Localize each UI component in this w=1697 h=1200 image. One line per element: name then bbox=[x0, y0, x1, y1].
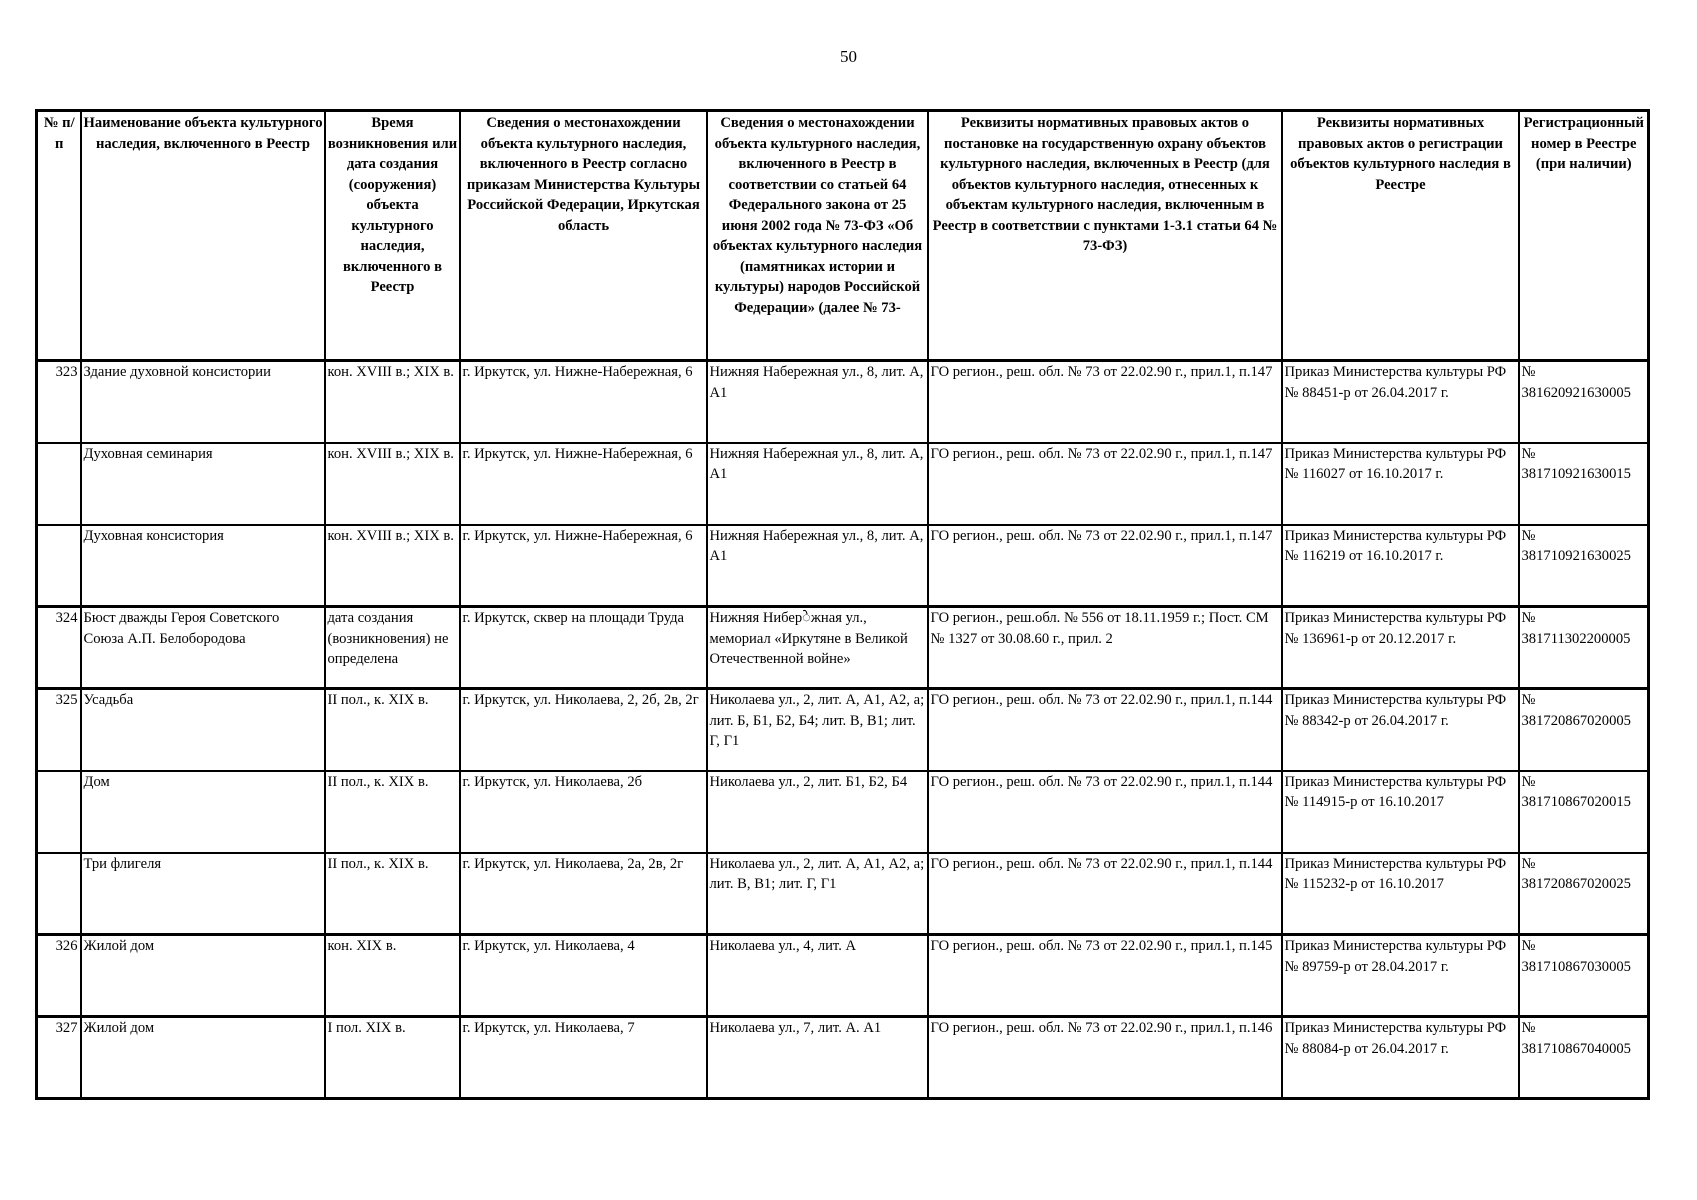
registration-number: № 381720867020025 bbox=[1519, 853, 1649, 935]
registration-number: № 381720867020005 bbox=[1519, 689, 1649, 771]
object-name: Дом bbox=[81, 771, 325, 853]
creation-date: II пол., к. XIX в. bbox=[325, 689, 460, 771]
object-name: Три флигеля bbox=[81, 853, 325, 935]
registration-act: Приказ Министерства культуры РФ № 114915-р от 16.10.2017 bbox=[1282, 771, 1519, 853]
row-number bbox=[37, 443, 81, 525]
table-row bbox=[37, 1017, 1649, 1099]
table-row bbox=[37, 607, 1649, 689]
table-row bbox=[37, 689, 1649, 771]
creation-date: кон. XVIII в.; XIX в. bbox=[325, 361, 460, 443]
registration-act: Приказ Министерства культуры РФ № 116027 от 16.10.2017 г. bbox=[1282, 443, 1519, 525]
creation-date: кон. XVIII в.; XIX в. bbox=[325, 443, 460, 525]
location-law: Нижняя Ниберेжная ул., мемориал «Иркутяне в Великой Отечественной войне» bbox=[707, 607, 928, 689]
registration-number: № 381710867020015 bbox=[1519, 771, 1649, 853]
protection-act: ГО регион., реш. обл. № 73 от 22.02.90 г., прил.1, п.147 bbox=[928, 361, 1282, 443]
registration-act: Приказ Министерства культуры РФ № 115232-р от 16.10.2017 bbox=[1282, 853, 1519, 935]
creation-date: дата создания (возникновения) не определена bbox=[325, 607, 460, 689]
registration-number: № 381620921630005 bbox=[1519, 361, 1649, 443]
object-name: Духовная семинария bbox=[81, 443, 325, 525]
page-number: 50 bbox=[840, 47, 857, 66]
registration-act: Приказ Министерства культуры РФ № 88451-р от 26.04.2017 г. bbox=[1282, 361, 1519, 443]
location-order: г. Иркутск, ул. Николаева, 7 bbox=[460, 1017, 707, 1099]
registration-act: Приказ Министерства культуры РФ № 88342-р от 26.04.2017 г. bbox=[1282, 689, 1519, 771]
header-creation-date: Время возникновения или дата создания (сооружения) объекта культурного наследия, включенного в Реестр bbox=[325, 111, 460, 361]
location-law: Николаева ул., 2, лит. А, А1, А2, а; лит. Б, Б1, Б2, Б4; лит. В, В1; лит. Г, Г1 bbox=[707, 689, 928, 771]
registration-act: Приказ Министерства культуры РФ № 89759-р от 28.04.2017 г. bbox=[1282, 935, 1519, 1017]
location-law: Николаева ул., 7, лит. А. А1 bbox=[707, 1017, 928, 1099]
location-order: г. Иркутск, ул. Нижне-Набережная, 6 bbox=[460, 525, 707, 607]
object-name: Жилой дом bbox=[81, 1017, 325, 1099]
protection-act: ГО регион., реш. обл. № 73 от 22.02.90 г., прил.1, п.144 bbox=[928, 853, 1282, 935]
row-number bbox=[37, 771, 81, 853]
row-number: 324 bbox=[37, 607, 81, 689]
header-object-name: Наименование объекта культурного наследия, включенного в Реестр bbox=[81, 111, 325, 361]
table-row bbox=[37, 935, 1649, 1017]
table-row bbox=[37, 443, 1649, 525]
registration-act: Приказ Министерства культуры РФ № 136961-р от 20.12.2017 г. bbox=[1282, 607, 1519, 689]
object-name: Жилой дом bbox=[81, 935, 325, 1017]
header-location-order: Сведения о местонахождении объекта культурного наследия, включенного в Реестр согласно приказам Министерства Культуры Российской Федерации, Иркутская область bbox=[460, 111, 707, 361]
protection-act: ГО регион., реш. обл. № 73 от 22.02.90 г., прил.1, п.146 bbox=[928, 1017, 1282, 1099]
location-order: г. Иркутск, ул. Николаева, 4 bbox=[460, 935, 707, 1017]
header-row bbox=[37, 111, 1649, 361]
location-law: Николаева ул., 2, лит. Б1, Б2, Б4 bbox=[707, 771, 928, 853]
row-number: 327 bbox=[37, 1017, 81, 1099]
heritage-registry-table bbox=[35, 109, 1650, 1100]
row-number bbox=[37, 853, 81, 935]
registration-number: № 381710921630015 bbox=[1519, 443, 1649, 525]
row-number: 323 bbox=[37, 361, 81, 443]
table-row bbox=[37, 771, 1649, 853]
object-name: Здание духовной консистории bbox=[81, 361, 325, 443]
protection-act: ГО регион., реш. обл. № 73 от 22.02.90 г., прил.1, п.144 bbox=[928, 771, 1282, 853]
registration-number: № 381710867040005 bbox=[1519, 1017, 1649, 1099]
location-order: г. Иркутск, ул. Николаева, 2, 2б, 2в, 2г bbox=[460, 689, 707, 771]
location-order: г. Иркутск, ул. Николаева, 2а, 2в, 2г bbox=[460, 853, 707, 935]
header-protection-act: Реквизиты нормативных правовых актов о постановке на государственную охрану объектов культурного наследия, включенных в Реестр (для объектов культурного наследия, отнесенных к объектам культурного наследия, включенным в Реестр в соответствии с пунктами 1-3.1 статьи 64 № 73-ФЗ) bbox=[928, 111, 1282, 361]
location-order: г. Иркутск, сквер на площади Труда bbox=[460, 607, 707, 689]
protection-act: ГО регион., реш. обл. № 73 от 22.02.90 г., прил.1, п.147 bbox=[928, 525, 1282, 607]
registration-number: № 381710921630025 bbox=[1519, 525, 1649, 607]
row-number bbox=[37, 525, 81, 607]
registration-number: № 381711302200005 bbox=[1519, 607, 1649, 689]
creation-date: кон. XIX в. bbox=[325, 935, 460, 1017]
protection-act: ГО регион., реш. обл. № 73 от 22.02.90 г., прил.1, п.145 bbox=[928, 935, 1282, 1017]
location-law: Нижняя Набережная ул., 8, лит. А, А1 bbox=[707, 443, 928, 525]
table-row bbox=[37, 525, 1649, 607]
location-order: г. Иркутск, ул. Николаева, 2б bbox=[460, 771, 707, 853]
object-name: Духовная консистория bbox=[81, 525, 325, 607]
location-law: Нижняя Набережная ул., 8, лит. А, А1 bbox=[707, 361, 928, 443]
row-number: 325 bbox=[37, 689, 81, 771]
row-number: 326 bbox=[37, 935, 81, 1017]
header-registration-act: Реквизиты нормативных правовых актов о регистрации объектов культурного наследия в Реестре bbox=[1282, 111, 1519, 361]
creation-date: II пол., к. XIX в. bbox=[325, 771, 460, 853]
location-law: Нижняя Набережная ул., 8, лит. А, А1 bbox=[707, 525, 928, 607]
location-law: Николаева ул., 4, лит. А bbox=[707, 935, 928, 1017]
creation-date: II пол., к. XIX в. bbox=[325, 853, 460, 935]
header-location-law: Сведения о местонахождении объекта культурного наследия, включенного в Реестр в соответствии со статьей 64 Федерального закона от 25 июня 2002 года № 73-ФЗ «Об объектах культурного наследия (памятниках истории и культуры) народов Российской Федерации» (далее № 73- bbox=[707, 111, 928, 361]
object-name: Усадьба bbox=[81, 689, 325, 771]
protection-act: ГО регион., реш. обл. № 73 от 22.02.90 г., прил.1, п.144 bbox=[928, 689, 1282, 771]
creation-date: кон. XVIII в.; XIX в. bbox=[325, 525, 460, 607]
registration-act: Приказ Министерства культуры РФ № 116219 от 16.10.2017 г. bbox=[1282, 525, 1519, 607]
creation-date: I пол. XIX в. bbox=[325, 1017, 460, 1099]
protection-act: ГО регион., реш. обл. № 73 от 22.02.90 г., прил.1, п.147 bbox=[928, 443, 1282, 525]
location-order: г. Иркутск, ул. Нижне-Набережная, 6 bbox=[460, 443, 707, 525]
table-row bbox=[37, 853, 1649, 935]
protection-act: ГО регион., реш.обл. № 556 от 18.11.1959 г.; Пост. СМ № 1327 от 30.08.60 г., прил. 2 bbox=[928, 607, 1282, 689]
registration-act: Приказ Министерства культуры РФ № 88084-р от 26.04.2017 г. bbox=[1282, 1017, 1519, 1099]
header-number: № п/п bbox=[37, 111, 81, 361]
header-registration-number: Регистрационный номер в Реестре (при наличии) bbox=[1519, 111, 1649, 361]
location-law: Николаева ул., 2, лит. А, А1, А2, а; лит. В, В1; лит. Г, Г1 bbox=[707, 853, 928, 935]
object-name: Бюст дважды Героя Советского Союза А.П. Белобородова bbox=[81, 607, 325, 689]
table-row bbox=[37, 361, 1649, 443]
location-order: г. Иркутск, ул. Нижне-Набережная, 6 bbox=[460, 361, 707, 443]
registration-number: № 381710867030005 bbox=[1519, 935, 1649, 1017]
